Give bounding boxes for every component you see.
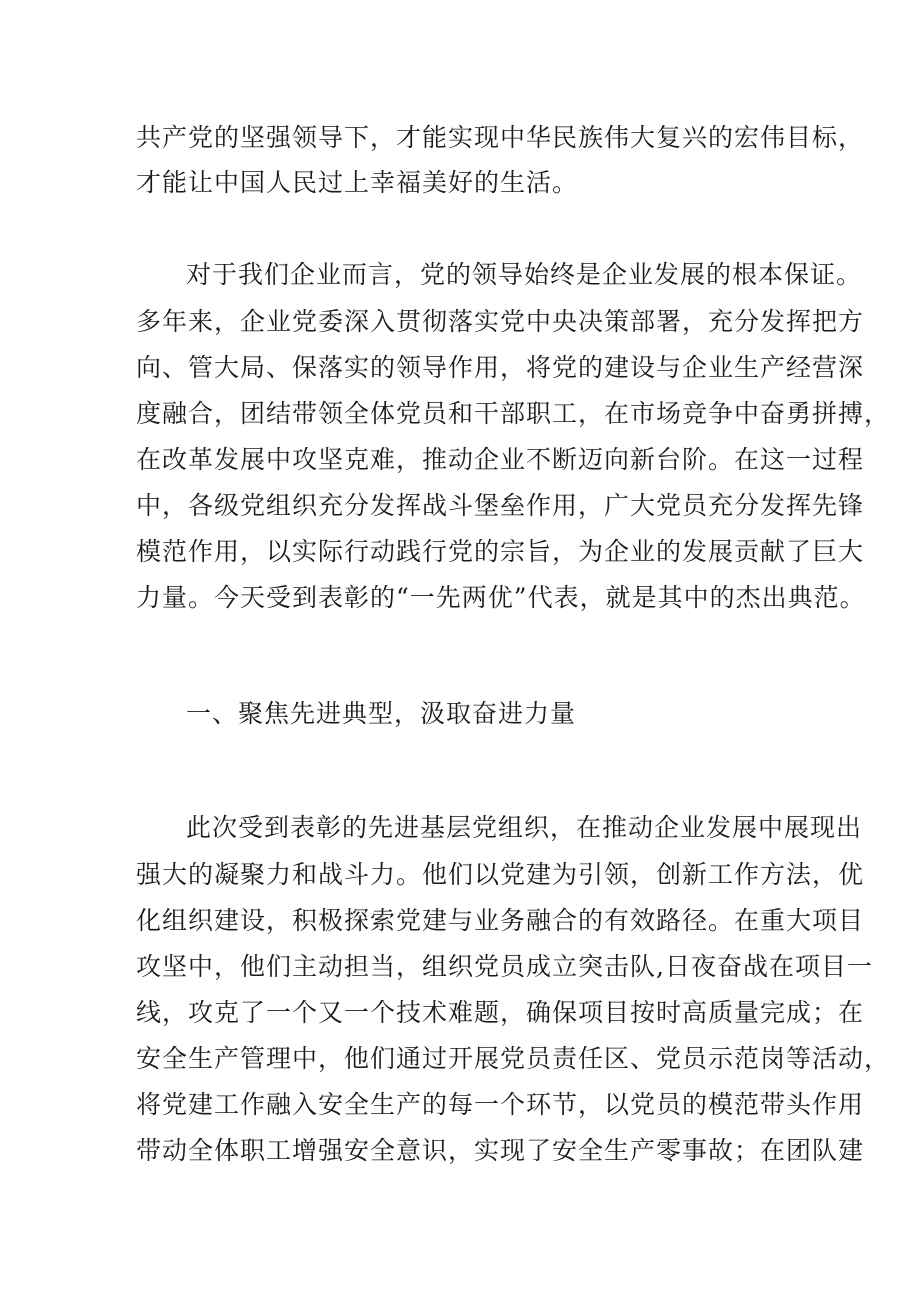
paragraph-line: 模范作用，以实际行动践行党的宗旨，为企业的发展贡献了巨大	[136, 537, 865, 566]
paragraph-line: 化组织建设，积极探索党建与业务融合的有效路径。在重大项目	[136, 906, 865, 935]
paragraph-line: 强大的凝聚力和战斗力。他们以党建为引领，创新工作方法，优	[136, 860, 865, 889]
paragraph-line: 度融合，团结带领全体党员和干部职工，在市场竞争中奋勇拼搏，	[136, 399, 891, 428]
paragraph-line: 多年来，企业党委深入贯彻落实党中央决策部署，充分发挥把方	[136, 307, 865, 336]
paragraph-line: 才能让中国人民过上幸福美好的生活。	[136, 168, 579, 197]
paragraph-line: 此次受到表彰的先进基层党组织，在推动企业发展中展现出	[186, 813, 863, 842]
section-heading: 一、聚焦先进典型，汲取奋进力量	[186, 699, 577, 728]
paragraph-line: 将党建工作融入安全生产的每一个环节，以党员的模范带头作用	[136, 1090, 865, 1119]
paragraph-line: 向、管大局、保落实的领导作用，将党的建设与企业生产经营深	[136, 353, 865, 382]
paragraph-line: 线，攻克了一个又一个技术难题，确保项目按时高质量完成；在	[136, 998, 865, 1027]
paragraph-line: 中，各级党组织充分发挥战斗堡垒作用，广大党员充分发挥先锋	[136, 491, 865, 520]
paragraph-line: 在改革发展中攻坚克难，推动企业不断迈向新台阶。在这一过程	[136, 445, 865, 474]
paragraph-line: 带动全体职工增强安全意识，实现了安全生产零事故；在团队建	[136, 1136, 865, 1165]
paragraph-line: 力量。今天受到表彰的“一先两优”代表，就是其中的杰出典范。	[136, 583, 866, 612]
paragraph-line: 对于我们企业而言，党的领导始终是企业发展的根本保证。	[186, 260, 863, 289]
paragraph-line: 共产党的坚强领导下，才能实现中华民族伟大复兴的宏伟目标，	[136, 123, 865, 152]
paragraph-line: 攻坚中，他们主动担当，组织党员成立突击队,日夜奋战在项目一	[136, 952, 873, 981]
paragraph-line: 安全生产管理中，他们通过开展党员责任区、党员示范岗等活动，	[136, 1044, 891, 1073]
